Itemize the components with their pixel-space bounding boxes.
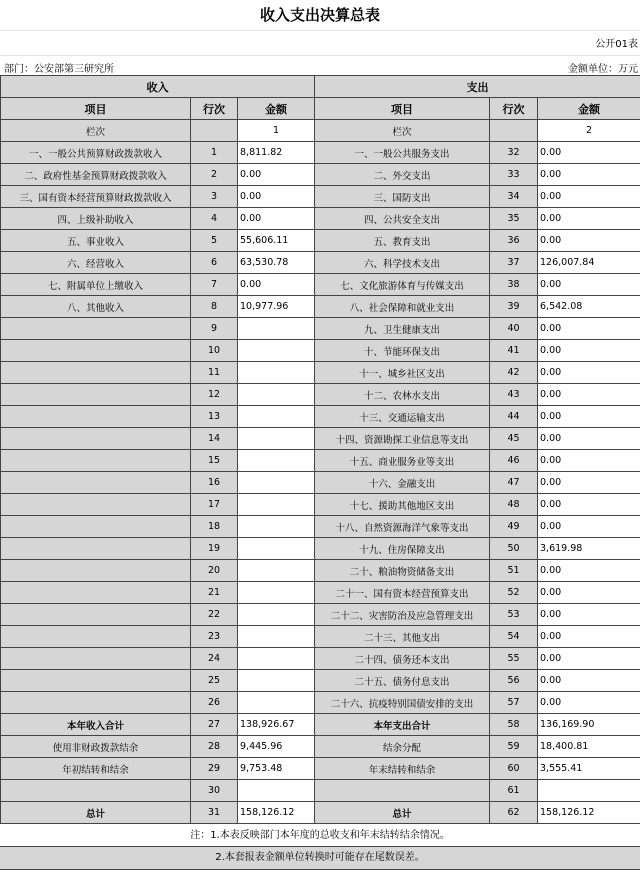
expense-item: 二十六、抗疫特别国债安排的支出 (315, 692, 490, 714)
expense-item: 八、社会保障和就业支出 (315, 296, 490, 318)
expense-amount: 3,619.98 (538, 538, 640, 560)
income-item (1, 538, 191, 560)
table-row (1, 494, 640, 516)
income-amount (238, 494, 315, 516)
income-amount: 63,530.78 (238, 252, 315, 274)
income-amount (238, 450, 315, 472)
expense-row-number: 60 (490, 758, 538, 780)
table-row (1, 164, 640, 186)
income-column-label: 栏次 (1, 120, 191, 142)
expense-item: 十九、住房保障支出 (315, 538, 490, 560)
expense-amount: 0.00 (538, 692, 640, 714)
expense-amount: 0.00 (538, 142, 640, 164)
income-item (1, 692, 191, 714)
income-rowno-empty (191, 120, 238, 142)
expense-amount: 0.00 (538, 186, 640, 208)
income-row-number: 15 (191, 450, 238, 472)
expense-amount: 0.00 (538, 274, 640, 296)
income-amount (238, 516, 315, 538)
expense-item: 十五、商业服务业等支出 (315, 450, 490, 472)
expense-row-number: 48 (490, 494, 538, 516)
expense-item: 年末结转和结余 (315, 758, 490, 780)
expense-item: 十、节能环保支出 (315, 340, 490, 362)
income-row-number: 14 (191, 428, 238, 450)
notes (0, 825, 640, 870)
expense-amount: 0.00 (538, 670, 640, 692)
expense-amount: 0.00 (538, 472, 640, 494)
income-amount: 158,126.12 (238, 802, 315, 824)
income-item: 七、附属单位上缴收入 (1, 274, 191, 296)
table-row (1, 186, 640, 208)
income-row-number: 19 (191, 538, 238, 560)
income-row-number: 26 (191, 692, 238, 714)
income-row-number: 1 (191, 142, 238, 164)
expense-row-number: 56 (490, 670, 538, 692)
expense-amount: 0.00 (538, 384, 640, 406)
table-row (1, 362, 640, 384)
expense-item: 三、国防支出 (315, 186, 490, 208)
income-amount (238, 428, 315, 450)
income-row-number: 21 (191, 582, 238, 604)
income-item (1, 318, 191, 340)
expense-item: 二十、粮油物资储备支出 (315, 560, 490, 582)
expense-row-number: 54 (490, 626, 538, 648)
income-amount: 0.00 (238, 208, 315, 230)
table-row (1, 802, 640, 824)
table-row (1, 648, 640, 670)
table-row (1, 450, 640, 472)
income-item (1, 472, 191, 494)
expense-column-label: 栏次 (315, 120, 490, 142)
expense-row-number: 57 (490, 692, 538, 714)
column-header-row (1, 98, 640, 120)
income-amount: 9,753.48 (238, 758, 315, 780)
income-amount: 0.00 (238, 186, 315, 208)
table-row (1, 428, 640, 450)
income-item (1, 648, 191, 670)
income-row-number: 31 (191, 802, 238, 824)
expense-row-number: 52 (490, 582, 538, 604)
income-row-number: 3 (191, 186, 238, 208)
table-row (1, 516, 640, 538)
table-row (1, 670, 640, 692)
expense-amount: 0.00 (538, 230, 640, 252)
income-item (1, 428, 191, 450)
expense-amount: 0.00 (538, 208, 640, 230)
income-amount-header: 金额 (238, 98, 315, 120)
income-row-number: 5 (191, 230, 238, 252)
income-amount: 9,445.96 (238, 736, 315, 758)
expense-amount: 0.00 (538, 428, 640, 450)
table-row (1, 736, 640, 758)
income-item (1, 384, 191, 406)
income-row-number: 20 (191, 560, 238, 582)
expense-item: 十三、交通运输支出 (315, 406, 490, 428)
income-item (1, 494, 191, 516)
expense-item: 二十四、债务还本支出 (315, 648, 490, 670)
expense-amount: 0.00 (538, 648, 640, 670)
income-amount (238, 384, 315, 406)
expense-row-number: 59 (490, 736, 538, 758)
section-header-row (1, 76, 640, 98)
income-rowno-header: 行次 (191, 98, 238, 120)
expense-item: 总计 (315, 802, 490, 824)
income-amount (238, 604, 315, 626)
expense-row-number: 43 (490, 384, 538, 406)
income-item: 一、一般公共预算财政拨款收入 (1, 142, 191, 164)
income-row-number: 16 (191, 472, 238, 494)
expense-item: 十六、金融支出 (315, 472, 490, 494)
expense-amount: 0.00 (538, 582, 640, 604)
income-row-number: 2 (191, 164, 238, 186)
table-row (1, 560, 640, 582)
table-row (1, 538, 640, 560)
income-item: 四、上级补助收入 (1, 208, 191, 230)
income-row-number: 30 (191, 780, 238, 802)
income-row-number: 7 (191, 274, 238, 296)
expense-row-number: 61 (490, 780, 538, 802)
income-item (1, 362, 191, 384)
income-row-number: 24 (191, 648, 238, 670)
income-item: 六、经营收入 (1, 252, 191, 274)
income-item (1, 450, 191, 472)
expense-row-number: 49 (490, 516, 538, 538)
table-row (1, 340, 640, 362)
table-row (1, 626, 640, 648)
expense-section-header: 支出 (315, 76, 640, 98)
income-amount: 55,606.11 (238, 230, 315, 252)
expense-row-number: 33 (490, 164, 538, 186)
expense-row-number: 46 (490, 450, 538, 472)
expense-row-number: 37 (490, 252, 538, 274)
income-amount: 0.00 (238, 164, 315, 186)
income-item (1, 604, 191, 626)
income-amount (238, 648, 315, 670)
income-item (1, 780, 191, 802)
income-section-header: 收入 (1, 76, 315, 98)
income-row-number: 10 (191, 340, 238, 362)
income-row-number: 6 (191, 252, 238, 274)
income-amount (238, 626, 315, 648)
expense-amount: 0.00 (538, 626, 640, 648)
expense-item: 结余分配 (315, 736, 490, 758)
column-number-row (1, 120, 640, 142)
expense-amount: 0.00 (538, 604, 640, 626)
expense-amount: 0.00 (538, 516, 640, 538)
income-amount (238, 582, 315, 604)
expense-amount: 18,400.81 (538, 736, 640, 758)
income-row-number: 23 (191, 626, 238, 648)
expense-item: 五、教育支出 (315, 230, 490, 252)
income-item: 总计 (1, 802, 191, 824)
expense-row-number: 51 (490, 560, 538, 582)
income-row-number: 28 (191, 736, 238, 758)
expense-row-number: 58 (490, 714, 538, 736)
table-row (1, 780, 640, 802)
table-row (1, 296, 640, 318)
table-row (1, 230, 640, 252)
expense-amount: 6,542.08 (538, 296, 640, 318)
expense-column-number: 2 (538, 120, 640, 142)
gridline (0, 55, 640, 56)
expense-item: 十四、资源勘探工业信息等支出 (315, 428, 490, 450)
income-row-number: 27 (191, 714, 238, 736)
expense-row-number: 39 (490, 296, 538, 318)
expense-row-number: 47 (490, 472, 538, 494)
income-item (1, 626, 191, 648)
income-row-number: 4 (191, 208, 238, 230)
expense-item-header: 项目 (315, 98, 490, 120)
income-item: 八、其他收入 (1, 296, 191, 318)
expense-amount-header: 金额 (538, 98, 640, 120)
expense-item: 二十二、灾害防治及应急管理支出 (315, 604, 490, 626)
income-row-number: 22 (191, 604, 238, 626)
table-row (1, 208, 640, 230)
expense-item: 二十五、债务付息支出 (315, 670, 490, 692)
expense-row-number: 35 (490, 208, 538, 230)
expense-row-number: 36 (490, 230, 538, 252)
table-row (1, 142, 640, 164)
expense-row-number: 40 (490, 318, 538, 340)
income-item-header: 项目 (1, 98, 191, 120)
gridline (0, 30, 640, 31)
income-amount (238, 340, 315, 362)
income-item (1, 560, 191, 582)
expense-row-number: 38 (490, 274, 538, 296)
income-item: 本年收入合计 (1, 714, 191, 736)
expense-item: 十一、城乡社区支出 (315, 362, 490, 384)
note-1: 注：1.本表反映部门本年度的总收支和年末结转结余情况。 (0, 825, 640, 847)
report-title: 收入支出决算总表 (0, 0, 640, 30)
income-row-number: 12 (191, 384, 238, 406)
expense-item: 四、公共安全支出 (315, 208, 490, 230)
income-item (1, 670, 191, 692)
expense-amount: 0.00 (538, 450, 640, 472)
expense-amount: 0.00 (538, 340, 640, 362)
income-item: 使用非财政拨款结余 (1, 736, 191, 758)
table-row (1, 604, 640, 626)
expense-row-number: 45 (490, 428, 538, 450)
expense-row-number: 62 (490, 802, 538, 824)
income-row-number: 13 (191, 406, 238, 428)
income-amount (238, 472, 315, 494)
income-item (1, 582, 191, 604)
expense-rowno-empty (490, 120, 538, 142)
table-row (1, 472, 640, 494)
table-row (1, 758, 640, 780)
expense-item: 十八、自然资源海洋气象等支出 (315, 516, 490, 538)
table-row (1, 384, 640, 406)
income-expense-table (0, 75, 640, 824)
expense-amount: 126,007.84 (538, 252, 640, 274)
expense-amount: 0.00 (538, 406, 640, 428)
table-row (1, 318, 640, 340)
note-2: 2.本套报表金额单位转换时可能存在尾数误差。 (0, 847, 640, 870)
income-amount (238, 318, 315, 340)
income-item: 三、国有资本经营预算财政拨款收入 (1, 186, 191, 208)
expense-amount: 0.00 (538, 560, 640, 582)
expense-item: 二十三、其他支出 (315, 626, 490, 648)
expense-rowno-header: 行次 (490, 98, 538, 120)
income-amount (238, 560, 315, 582)
income-amount (238, 780, 315, 802)
income-amount (238, 362, 315, 384)
expense-row-number: 41 (490, 340, 538, 362)
income-amount (238, 692, 315, 714)
expense-amount: 0.00 (538, 494, 640, 516)
income-row-number: 29 (191, 758, 238, 780)
expense-item: 十二、农林水支出 (315, 384, 490, 406)
income-row-number: 17 (191, 494, 238, 516)
expense-row-number: 53 (490, 604, 538, 626)
income-item (1, 340, 191, 362)
income-item (1, 406, 191, 428)
income-row-number: 18 (191, 516, 238, 538)
income-amount: 8,811.82 (238, 142, 315, 164)
table-row (1, 692, 640, 714)
department-label: 部门：公安部第三研究所 (4, 60, 114, 75)
income-item (1, 516, 191, 538)
expense-amount (538, 780, 640, 802)
table-row (1, 274, 640, 296)
income-row-number: 8 (191, 296, 238, 318)
income-amount (238, 538, 315, 560)
expense-item (315, 780, 490, 802)
expense-item: 二、外交支出 (315, 164, 490, 186)
income-column-number: 1 (238, 120, 315, 142)
expense-amount: 0.00 (538, 164, 640, 186)
expense-item: 七、文化旅游体育与传媒支出 (315, 274, 490, 296)
expense-row-number: 34 (490, 186, 538, 208)
income-item: 五、事业收入 (1, 230, 191, 252)
expense-item: 一、一般公共服务支出 (315, 142, 490, 164)
expense-item: 六、科学技术支出 (315, 252, 490, 274)
expense-amount: 158,126.12 (538, 802, 640, 824)
table-row (1, 406, 640, 428)
income-row-number: 11 (191, 362, 238, 384)
income-amount (238, 670, 315, 692)
expense-row-number: 32 (490, 142, 538, 164)
expense-amount: 3,555.41 (538, 758, 640, 780)
income-row-number: 25 (191, 670, 238, 692)
income-item: 二、政府性基金预算财政拨款收入 (1, 164, 191, 186)
income-row-number: 9 (191, 318, 238, 340)
expense-item: 九、卫生健康支出 (315, 318, 490, 340)
income-item: 年初结转和结余 (1, 758, 191, 780)
income-amount (238, 406, 315, 428)
expense-item: 十七、援助其他地区支出 (315, 494, 490, 516)
expense-row-number: 50 (490, 538, 538, 560)
table-row (1, 252, 640, 274)
income-amount: 0.00 (238, 274, 315, 296)
expense-row-number: 42 (490, 362, 538, 384)
expense-row-number: 44 (490, 406, 538, 428)
expense-amount: 0.00 (538, 318, 640, 340)
table-row (1, 582, 640, 604)
expense-amount: 0.00 (538, 362, 640, 384)
expense-item: 二十一、国有资本经营预算支出 (315, 582, 490, 604)
expense-row-number: 55 (490, 648, 538, 670)
form-code: 公开01表 (595, 35, 638, 50)
expense-item: 本年支出合计 (315, 714, 490, 736)
income-amount: 10,977.96 (238, 296, 315, 318)
unit-label: 金额单位：万元 (568, 60, 638, 75)
income-amount: 138,926.67 (238, 714, 315, 736)
expense-amount: 136,169.90 (538, 714, 640, 736)
table-row (1, 714, 640, 736)
